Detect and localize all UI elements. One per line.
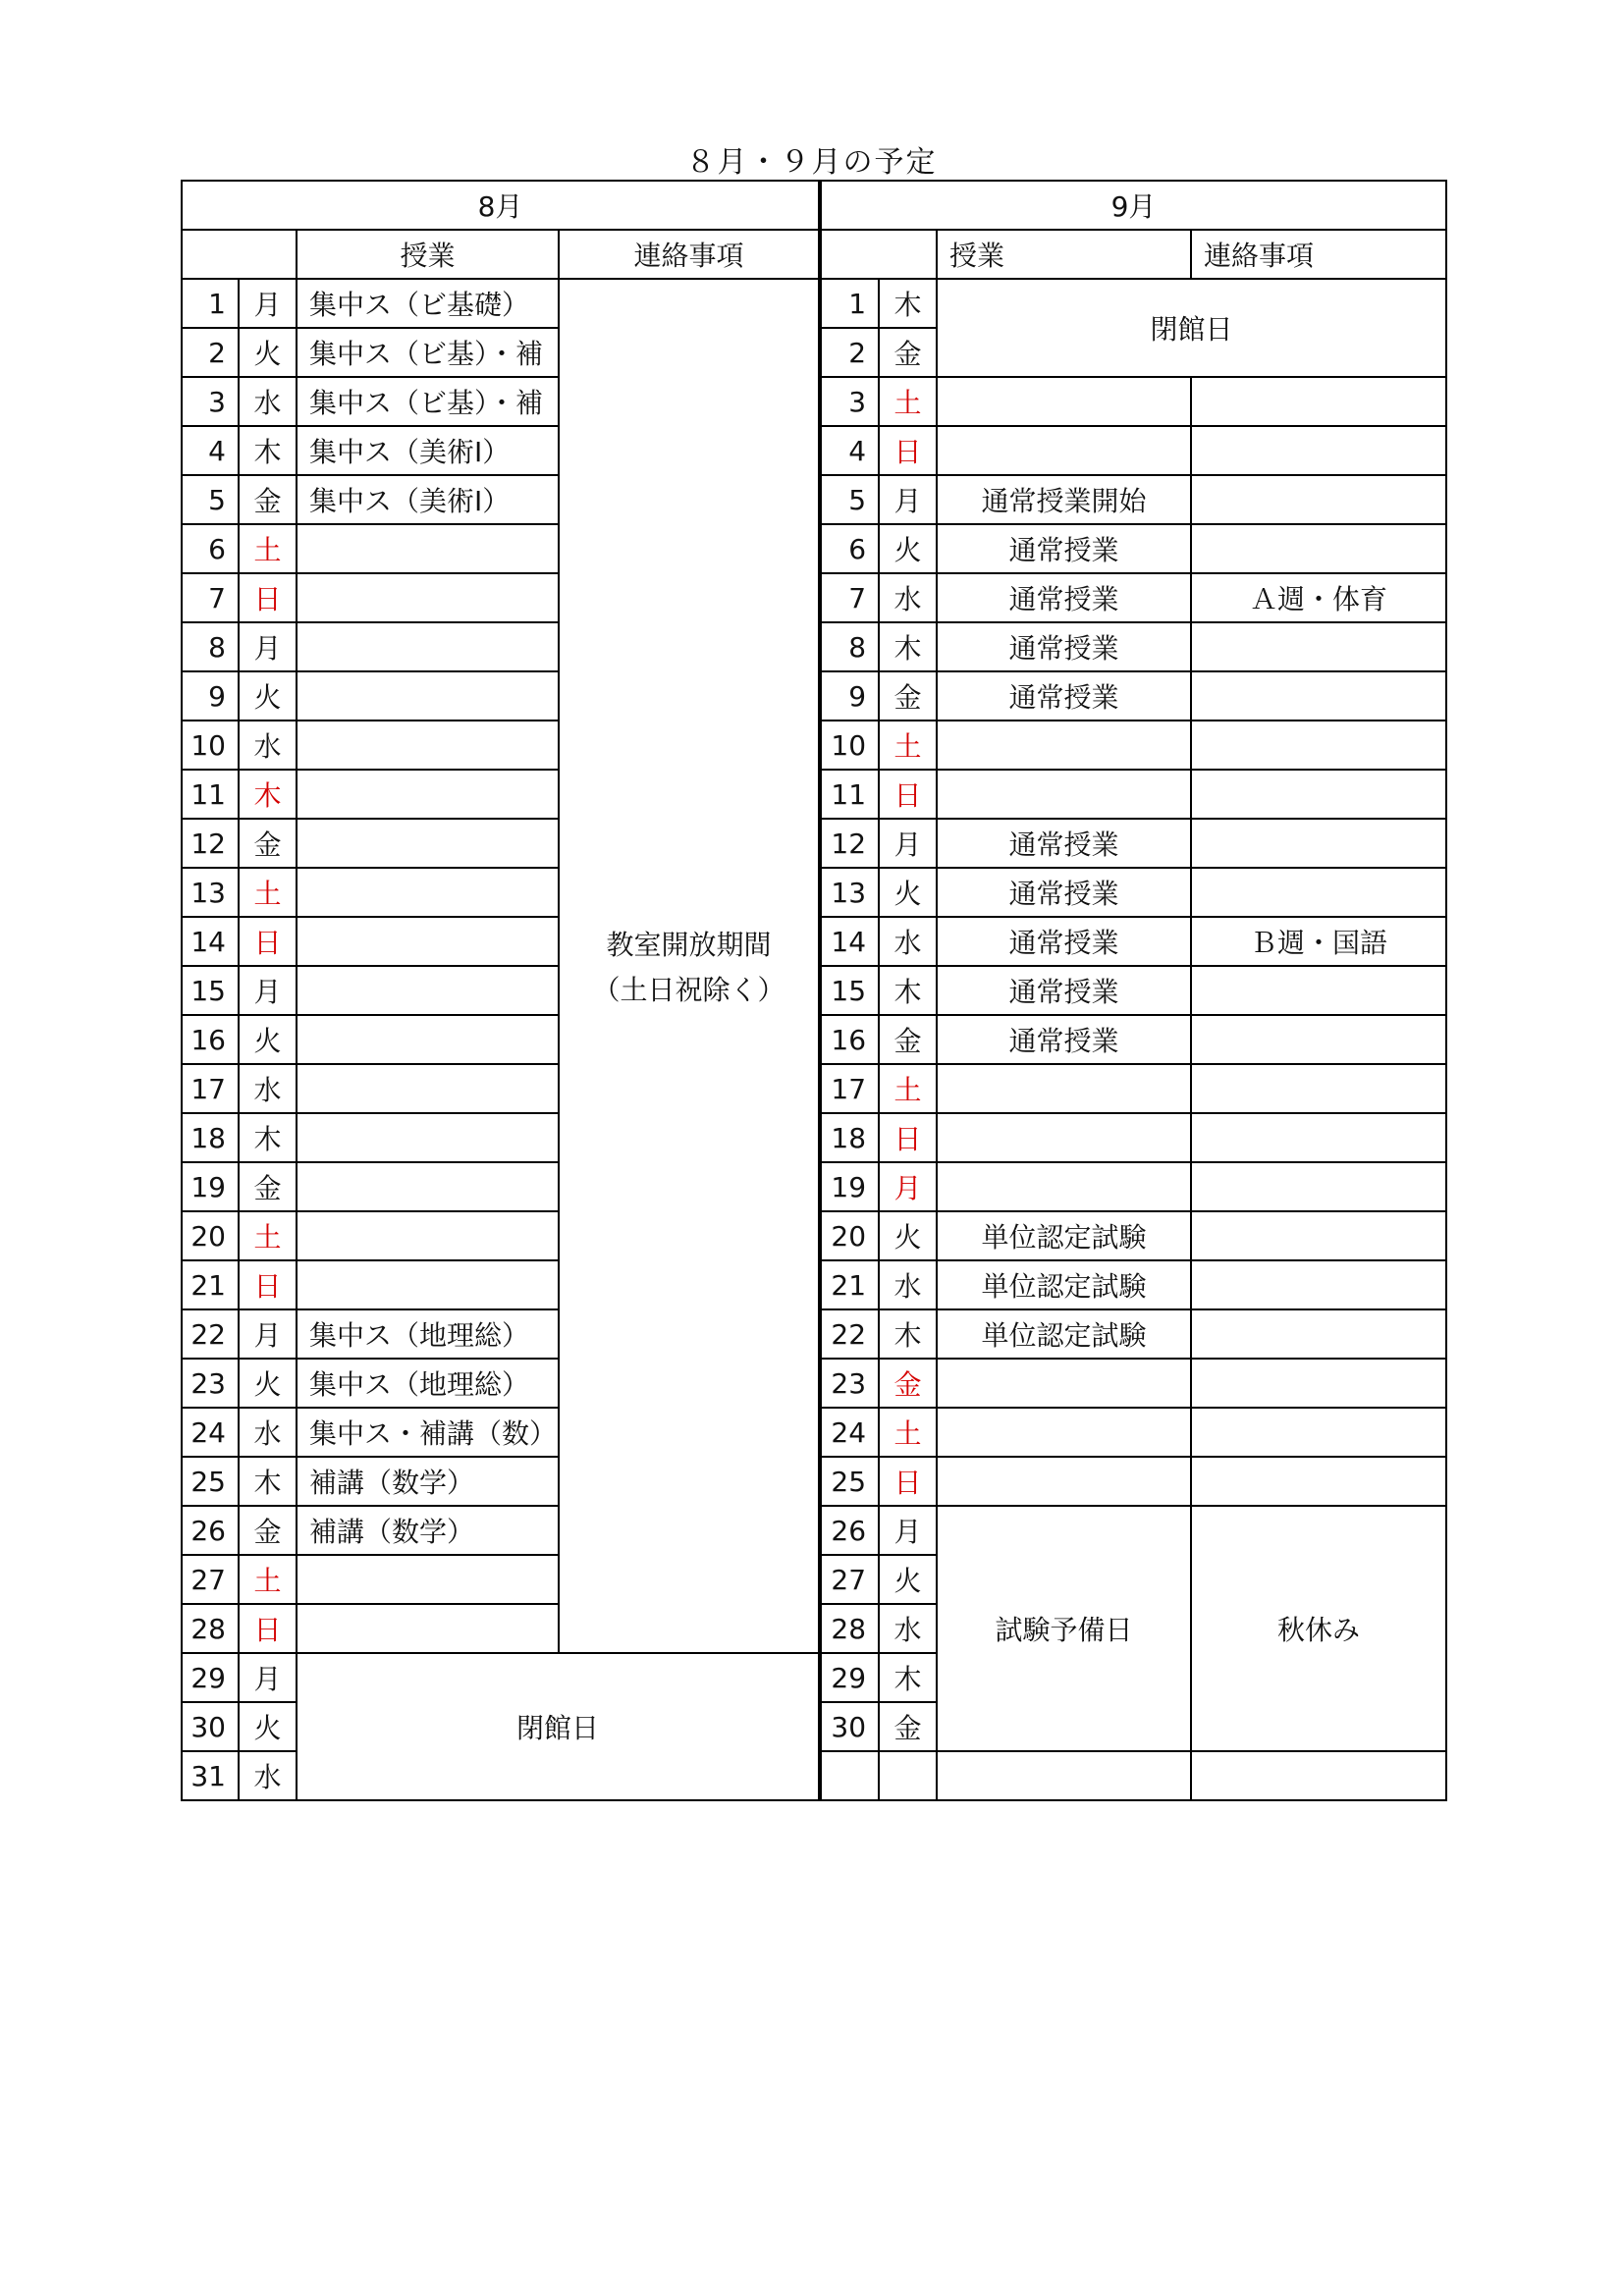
september-class-cell xyxy=(937,1162,1191,1211)
september-class-col-header: 授業 xyxy=(937,230,1191,279)
september-notes-cell: Ｂ週・国語 xyxy=(1191,917,1446,966)
august-day-number: 19 xyxy=(182,1162,239,1211)
august-weekday: 木 xyxy=(239,426,297,475)
september-notes-cell xyxy=(1191,770,1446,819)
august-day-number: 27 xyxy=(182,1555,239,1604)
august-weekday: 火 xyxy=(239,328,297,377)
september-weekday: 火 xyxy=(879,1211,937,1260)
september-class-cell xyxy=(937,1064,1191,1113)
september-autumn-break-block: 秋休み xyxy=(1191,1506,1446,1751)
august-class-cell xyxy=(297,671,559,721)
august-day-number: 31 xyxy=(182,1751,239,1800)
september-class-cell: 通常授業 xyxy=(937,524,1191,573)
september-class-cell: 単位認定試験 xyxy=(937,1260,1191,1309)
august-weekday: 金 xyxy=(239,819,297,868)
september-weekday: 土 xyxy=(879,1064,937,1113)
august-day-number: 13 xyxy=(182,868,239,917)
september-notes-cell xyxy=(1191,819,1446,868)
september-notes-cell xyxy=(1191,622,1446,671)
august-weekday: 月 xyxy=(239,1309,297,1359)
august-day-number: 23 xyxy=(182,1359,239,1408)
september-day-number: 26 xyxy=(820,1506,879,1555)
september-weekday: 火 xyxy=(879,868,937,917)
september-weekday: 金 xyxy=(879,1015,937,1064)
august-day-number: 30 xyxy=(182,1702,239,1751)
september-class-cell: 通常授業 xyxy=(937,671,1191,721)
september-day-number: 23 xyxy=(820,1359,879,1408)
september-weekday: 木 xyxy=(879,1309,937,1359)
august-weekday: 月 xyxy=(239,966,297,1015)
august-weekday: 月 xyxy=(239,622,297,671)
september-day-number: 14 xyxy=(820,917,879,966)
september-weekday: 月 xyxy=(879,1506,937,1555)
september-weekday: 日 xyxy=(879,1113,937,1162)
september-day-number: 25 xyxy=(820,1457,879,1506)
august-class-cell xyxy=(297,721,559,770)
august-day-number: 15 xyxy=(182,966,239,1015)
august-closed-block: 閉館日 xyxy=(297,1653,820,1800)
august-weekday: 水 xyxy=(239,377,297,426)
page-title: ８月・９月の予定 xyxy=(685,145,938,180)
august-day-number: 16 xyxy=(182,1015,239,1064)
september-day-number: 11 xyxy=(820,770,879,819)
september-notes-cell xyxy=(1191,1162,1446,1211)
september-exam-reserve-block: 試験予備日 xyxy=(937,1506,1191,1751)
september-weekday: 木 xyxy=(879,622,937,671)
august-class-cell: 集中ス（美術Ⅰ） xyxy=(297,426,559,475)
september-day-number: 30 xyxy=(820,1702,879,1751)
september-day-number: 9 xyxy=(820,671,879,721)
august-weekday: 月 xyxy=(239,1653,297,1702)
september-class-cell xyxy=(937,377,1191,426)
september-weekday: 木 xyxy=(879,966,937,1015)
september-notes-cell xyxy=(1191,1457,1446,1506)
august-weekday: 火 xyxy=(239,1015,297,1064)
august-weekday: 火 xyxy=(239,1359,297,1408)
september-day-number: 27 xyxy=(820,1555,879,1604)
september-weekday: 土 xyxy=(879,1408,937,1457)
august-weekday: 金 xyxy=(239,1506,297,1555)
september-weekday: 月 xyxy=(879,819,937,868)
september-notes-cell xyxy=(1191,1113,1446,1162)
notes-block-line1: 教室開放期間 xyxy=(606,929,772,961)
august-day-number: 9 xyxy=(182,671,239,721)
september-class-cell xyxy=(937,1113,1191,1162)
august-class-cell: 補講（数学） xyxy=(297,1506,559,1555)
august-weekday: 木 xyxy=(239,1457,297,1506)
september-day-number: 28 xyxy=(820,1604,879,1653)
september-weekday: 月 xyxy=(879,475,937,524)
september-class-cell: 通常授業 xyxy=(937,917,1191,966)
september-day-number: 6 xyxy=(820,524,879,573)
september-notes-cell xyxy=(1191,475,1446,524)
september-class-cell: 通常授業 xyxy=(937,819,1191,868)
august-weekday: 金 xyxy=(239,475,297,524)
september-class-cell: 通常授業 xyxy=(937,573,1191,622)
august-class-cell: 集中ス（ビ基礎） xyxy=(297,279,559,328)
august-day-number: 28 xyxy=(182,1604,239,1653)
august-class-col-header: 授業 xyxy=(297,230,559,279)
september-weekday: 火 xyxy=(879,1555,937,1604)
august-weekday: 水 xyxy=(239,721,297,770)
august-weekday: 木 xyxy=(239,770,297,819)
september-day-number: 19 xyxy=(820,1162,879,1211)
september-weekday: 月 xyxy=(879,1162,937,1211)
august-weekday: 日 xyxy=(239,1260,297,1309)
september-notes-cell xyxy=(1191,1260,1446,1309)
september-day-number: 22 xyxy=(820,1309,879,1359)
august-class-cell xyxy=(297,917,559,966)
august-class-cell: 補講（数学） xyxy=(297,1457,559,1506)
august-day-number: 25 xyxy=(182,1457,239,1506)
september-weekday: 水 xyxy=(879,917,937,966)
september-day-number: 21 xyxy=(820,1260,879,1309)
august-class-cell xyxy=(297,1162,559,1211)
september-weekday: 土 xyxy=(879,377,937,426)
august-weekday: 土 xyxy=(239,868,297,917)
table-row xyxy=(182,279,1446,328)
august-class-cell: 集中ス・補講（数） xyxy=(297,1408,559,1457)
august-day-number: 22 xyxy=(182,1309,239,1359)
august-weekday: 日 xyxy=(239,917,297,966)
august-notes-col-header: 連絡事項 xyxy=(559,230,820,279)
september-header: 9月 xyxy=(820,181,1446,230)
august-date-col-header xyxy=(182,230,297,279)
august-day-number: 21 xyxy=(182,1260,239,1309)
august-weekday: 日 xyxy=(239,573,297,622)
september-weekday: 水 xyxy=(879,1604,937,1653)
september-day-number: 5 xyxy=(820,475,879,524)
august-weekday: 日 xyxy=(239,1604,297,1653)
september-empty-day xyxy=(820,1751,879,1800)
september-notes-cell xyxy=(1191,1408,1446,1457)
august-class-cell xyxy=(297,622,559,671)
september-weekday: 金 xyxy=(879,328,937,377)
august-notes-block xyxy=(559,279,820,1653)
august-day-number: 10 xyxy=(182,721,239,770)
august-class-cell: 集中ス（ビ基）・補 xyxy=(297,328,559,377)
schedule-table xyxy=(181,180,1447,1801)
august-day-number: 20 xyxy=(182,1211,239,1260)
september-day-number: 13 xyxy=(820,868,879,917)
september-day-number: 12 xyxy=(820,819,879,868)
notes-block-line2: （土日祝除く） xyxy=(592,974,785,1006)
september-weekday: 金 xyxy=(879,1359,937,1408)
september-day-number: 17 xyxy=(820,1064,879,1113)
september-class-cell: 単位認定試験 xyxy=(937,1211,1191,1260)
september-notes-cell xyxy=(1191,1359,1446,1408)
september-day-number: 24 xyxy=(820,1408,879,1457)
september-notes-cell xyxy=(1191,426,1446,475)
september-weekday: 金 xyxy=(879,671,937,721)
september-weekday: 木 xyxy=(879,279,937,328)
august-weekday: 土 xyxy=(239,1555,297,1604)
august-weekday: 土 xyxy=(239,524,297,573)
august-weekday: 月 xyxy=(239,279,297,328)
august-day-number: 6 xyxy=(182,524,239,573)
september-notes-cell xyxy=(1191,1015,1446,1064)
september-class-cell xyxy=(937,1457,1191,1506)
august-day-number: 18 xyxy=(182,1113,239,1162)
august-day-number: 1 xyxy=(182,279,239,328)
september-class-cell xyxy=(937,770,1191,819)
september-day-number: 16 xyxy=(820,1015,879,1064)
august-day-number: 8 xyxy=(182,622,239,671)
august-class-cell xyxy=(297,1211,559,1260)
september-notes-cell: Ａ週・体育 xyxy=(1191,573,1446,622)
august-weekday: 木 xyxy=(239,1113,297,1162)
september-weekday: 日 xyxy=(879,1457,937,1506)
august-day-number: 29 xyxy=(182,1653,239,1702)
september-notes-col-header: 連絡事項 xyxy=(1191,230,1446,279)
september-day-number: 2 xyxy=(820,328,879,377)
september-class-cell xyxy=(937,1359,1191,1408)
september-empty-weekday xyxy=(879,1751,937,1800)
september-closed-block: 閉館日 xyxy=(937,279,1446,377)
august-class-cell xyxy=(297,770,559,819)
august-class-cell xyxy=(297,1555,559,1604)
august-class-cell xyxy=(297,1260,559,1309)
september-day-number: 8 xyxy=(820,622,879,671)
august-class-cell xyxy=(297,573,559,622)
september-empty-class xyxy=(937,1751,1191,1800)
september-day-number: 18 xyxy=(820,1113,879,1162)
september-class-cell xyxy=(937,1408,1191,1457)
august-day-number: 11 xyxy=(182,770,239,819)
september-class-cell: 通常授業 xyxy=(937,868,1191,917)
september-notes-cell xyxy=(1191,1309,1446,1359)
september-class-cell xyxy=(937,721,1191,770)
august-class-cell: 集中ス（地理総） xyxy=(297,1359,559,1408)
august-weekday: 水 xyxy=(239,1064,297,1113)
august-class-cell xyxy=(297,524,559,573)
september-notes-cell xyxy=(1191,1211,1446,1260)
august-weekday: 火 xyxy=(239,671,297,721)
september-day-number: 7 xyxy=(820,573,879,622)
august-class-cell xyxy=(297,1604,559,1653)
september-empty-notes xyxy=(1191,1751,1446,1800)
august-class-cell xyxy=(297,1113,559,1162)
september-weekday: 土 xyxy=(879,721,937,770)
september-day-number: 20 xyxy=(820,1211,879,1260)
september-class-cell: 通常授業 xyxy=(937,966,1191,1015)
september-notes-cell xyxy=(1191,671,1446,721)
september-class-cell: 通常授業 xyxy=(937,1015,1191,1064)
september-weekday: 水 xyxy=(879,1260,937,1309)
september-class-cell: 単位認定試験 xyxy=(937,1309,1191,1359)
september-date-col-header xyxy=(820,230,937,279)
september-weekday: 木 xyxy=(879,1653,937,1702)
august-weekday: 水 xyxy=(239,1751,297,1800)
august-class-cell: 集中ス（ビ基）・補 xyxy=(297,377,559,426)
august-day-number: 5 xyxy=(182,475,239,524)
september-weekday: 日 xyxy=(879,426,937,475)
august-day-number: 14 xyxy=(182,917,239,966)
august-class-cell: 集中ス（美術Ⅰ） xyxy=(297,475,559,524)
august-weekday: 火 xyxy=(239,1702,297,1751)
september-weekday: 金 xyxy=(879,1702,937,1751)
september-day-number: 15 xyxy=(820,966,879,1015)
september-day-number: 4 xyxy=(820,426,879,475)
august-class-cell xyxy=(297,966,559,1015)
august-weekday: 土 xyxy=(239,1211,297,1260)
september-day-number: 29 xyxy=(820,1653,879,1702)
august-day-number: 3 xyxy=(182,377,239,426)
august-day-number: 17 xyxy=(182,1064,239,1113)
september-notes-cell xyxy=(1191,966,1446,1015)
august-day-number: 7 xyxy=(182,573,239,622)
august-class-cell xyxy=(297,868,559,917)
august-weekday: 水 xyxy=(239,1408,297,1457)
september-weekday: 水 xyxy=(879,573,937,622)
august-day-number: 2 xyxy=(182,328,239,377)
august-weekday: 金 xyxy=(239,1162,297,1211)
august-class-cell: 集中ス（地理総） xyxy=(297,1309,559,1359)
september-notes-cell xyxy=(1191,868,1446,917)
august-class-cell xyxy=(297,819,559,868)
september-weekday: 日 xyxy=(879,770,937,819)
august-day-number: 12 xyxy=(182,819,239,868)
august-day-number: 26 xyxy=(182,1506,239,1555)
september-day-number: 3 xyxy=(820,377,879,426)
september-class-cell xyxy=(937,426,1191,475)
august-day-number: 4 xyxy=(182,426,239,475)
september-notes-cell xyxy=(1191,721,1446,770)
september-day-number: 1 xyxy=(820,279,879,328)
september-notes-cell xyxy=(1191,377,1446,426)
august-class-cell xyxy=(297,1064,559,1113)
september-weekday: 火 xyxy=(879,524,937,573)
september-class-cell: 通常授業開始 xyxy=(937,475,1191,524)
september-day-number: 10 xyxy=(820,721,879,770)
august-header: 8月 xyxy=(182,181,820,230)
september-notes-cell xyxy=(1191,1064,1446,1113)
august-class-cell xyxy=(297,1015,559,1064)
september-class-cell: 通常授業 xyxy=(937,622,1191,671)
august-day-number: 24 xyxy=(182,1408,239,1457)
september-notes-cell xyxy=(1191,524,1446,573)
